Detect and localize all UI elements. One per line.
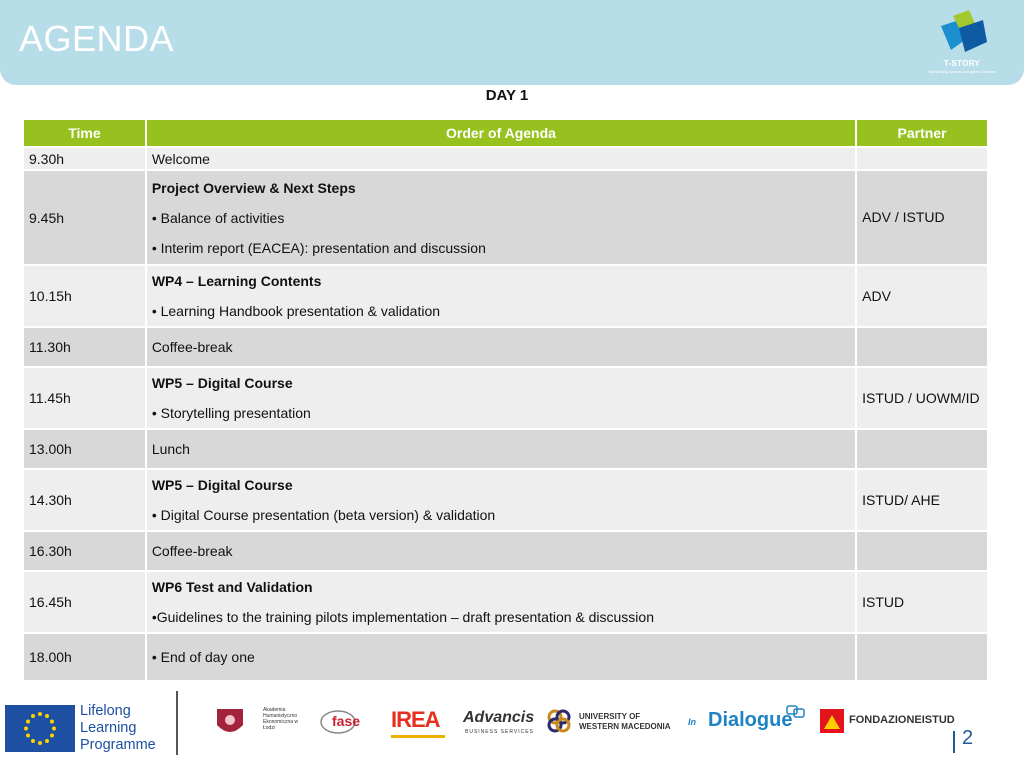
footer-divider <box>176 691 178 755</box>
agenda-item-heading: WP5 – Digital Course <box>151 375 293 391</box>
time-cell: 14.30h <box>23 469 146 531</box>
agenda-item: • Digital Course presentation (beta version) & validation <box>151 507 496 523</box>
ahe-logo <box>213 705 305 739</box>
advancis-logo-subtext: BUSINESS SERVICES <box>465 729 534 735</box>
agenda-item: • Balance of activities <box>151 209 285 226</box>
istud-house-icon <box>820 709 844 733</box>
partner-cell <box>856 633 988 681</box>
agenda-item: • End of day one <box>151 649 255 665</box>
order-cell <box>146 429 856 469</box>
time-cell: 16.45h <box>23 571 146 633</box>
in-dialogue-logo-prefix: In <box>688 717 696 727</box>
agenda-item: • Interim report (EACEA): presentation and discussion <box>151 239 486 256</box>
order-cell <box>146 265 856 327</box>
partner-cell <box>856 147 988 170</box>
fase-logo <box>318 705 374 739</box>
table-row <box>23 633 988 681</box>
time-cell: 9.45h <box>23 170 146 265</box>
agenda-item-heading: WP6 Test and Validation <box>151 579 313 595</box>
table-row <box>23 469 988 531</box>
agenda-item: • Storytelling presentation <box>151 405 311 421</box>
footer <box>0 683 1024 768</box>
partner-cell: ISTUD / UOWM/ID <box>856 367 988 429</box>
order-cell <box>146 633 856 681</box>
time-cell: 11.30h <box>23 327 146 367</box>
table-row <box>23 327 988 367</box>
agenda-item: Coffee-break <box>151 339 233 355</box>
partner-cell: ADV <box>856 265 988 327</box>
llp-line: Learning <box>80 720 137 736</box>
fondazione-istud-logo-text: FONDAZIONEISTUD <box>849 714 955 726</box>
agenda-item: • Learning Handbook presentation & validation <box>151 303 441 319</box>
agenda-item: •Guidelines to the training pilots implementation – draft presentation & discussion <box>151 609 654 625</box>
order-cell <box>146 531 856 571</box>
fase-logo-text: fase <box>332 713 361 729</box>
llp-logo-text <box>80 703 156 754</box>
day-title: DAY 1 <box>485 87 529 104</box>
header-band <box>0 0 1024 85</box>
table-row <box>23 147 988 170</box>
advancis-logo <box>463 705 535 739</box>
table-row <box>23 265 988 327</box>
time-cell: 13.00h <box>23 429 146 469</box>
partner-cell <box>856 429 988 469</box>
time-cell: 16.30h <box>23 531 146 571</box>
advancis-logo-text: Advancis <box>463 709 535 726</box>
eu-flag-icon <box>5 705 75 752</box>
agenda-item: Welcome <box>151 150 210 167</box>
order-cell <box>146 170 856 265</box>
order-cell <box>146 469 856 531</box>
agenda-table <box>22 118 989 682</box>
table-row <box>23 531 988 571</box>
ahe-crest-icon <box>213 705 247 739</box>
speech-bubbles-icon <box>786 705 806 719</box>
page-number: 2 <box>962 727 974 749</box>
llp-line: Programme <box>80 737 156 753</box>
tstory-logo-icon <box>925 6 999 62</box>
agenda-item-heading: Project Overview & Next Steps <box>151 179 356 196</box>
fondazione-istud-logo <box>820 705 970 739</box>
in-dialogue-logo <box>688 705 806 739</box>
irea-logo <box>391 705 447 739</box>
column-header-time: Time <box>23 119 146 147</box>
agenda-item: Lunch <box>151 441 190 457</box>
partner-cell: ISTUD/ AHE <box>856 469 988 531</box>
llp-line: Lifelong <box>80 703 131 719</box>
order-cell <box>146 367 856 429</box>
time-cell: 18.00h <box>23 633 146 681</box>
order-cell <box>146 327 856 367</box>
partner-cell: ADV / ISTUD <box>856 170 988 265</box>
order-cell <box>146 571 856 633</box>
time-cell: 9.30h <box>23 147 146 170</box>
uowm-emblem-icon <box>547 709 571 733</box>
partner-cell: ISTUD <box>856 571 988 633</box>
ahe-logo-text: Akademia Humanistyczno Ekonomiczna w Łodzi <box>263 707 299 731</box>
table-row <box>23 367 988 429</box>
table-header-row <box>23 119 988 147</box>
table-row <box>23 571 988 633</box>
tstory-logo <box>925 6 999 78</box>
agenda-item: Coffee-break <box>151 543 233 559</box>
partner-cell <box>856 531 988 571</box>
page-title: AGENDA <box>19 18 175 59</box>
agenda-item-heading: WP4 – Learning Contents <box>151 273 322 289</box>
partner-cell <box>856 327 988 367</box>
time-cell: 10.15h <box>23 265 146 327</box>
uowm-logo <box>547 705 677 739</box>
agenda-item-heading: WP5 – Digital Course <box>151 477 293 493</box>
column-header-order: Order of Agenda <box>146 119 856 147</box>
time-cell: 11.45h <box>23 367 146 429</box>
table-row <box>23 429 988 469</box>
irea-logo-underline <box>391 735 445 738</box>
uowm-logo-text: UNIVERSITY OF WESTERN MACEDONIA <box>579 712 671 731</box>
in-dialogue-logo-text: Dialogue <box>708 709 793 731</box>
page-number-bar <box>953 731 955 753</box>
tstory-logo-name: T-STORY <box>943 59 981 68</box>
table-row <box>23 170 988 265</box>
order-cell <box>146 147 856 170</box>
column-header-partner: Partner <box>856 119 988 147</box>
irea-logo-text: IREA <box>391 707 440 732</box>
tstory-logo-tagline: Storytelling Across European Cultures <box>928 69 996 74</box>
